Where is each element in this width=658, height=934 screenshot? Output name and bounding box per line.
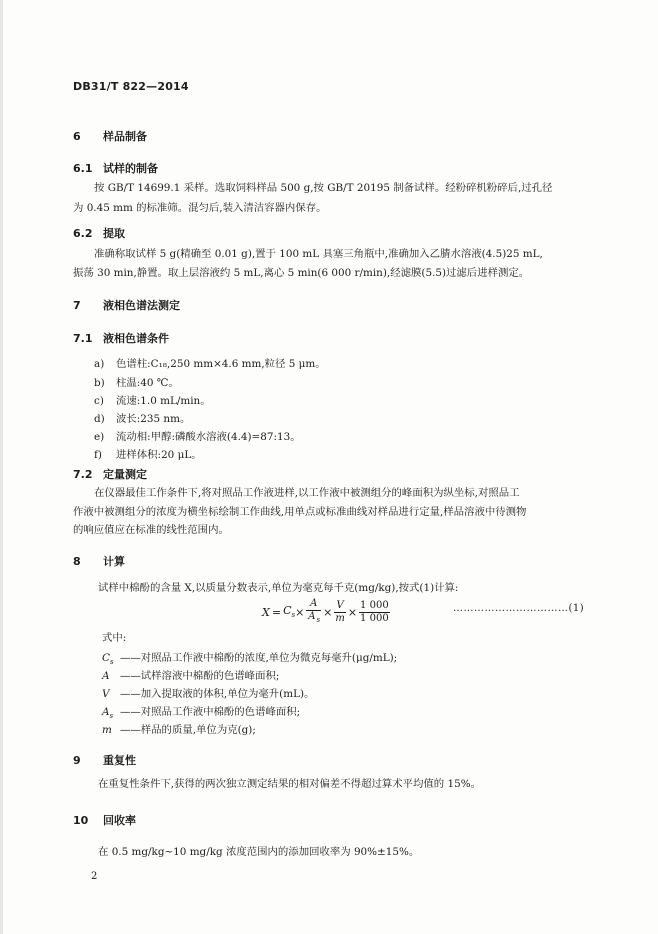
section-title: 提取: [103, 227, 125, 240]
page-number: 2: [91, 871, 98, 882]
fraction-1000-over-1000: $\frac{1 000}{1 000}$: [360, 599, 389, 624]
paragraph-line: 的响应值应在标准的线性范围内。: [73, 524, 229, 536]
paragraph-line: 在仪器最佳工作条件下,将对照品工作液进样,以工作液中被测组分的峰面积为纵坐标,对照品工: [94, 487, 520, 499]
section-number: 7: [73, 299, 81, 312]
paragraph-line: 在重复性条件下,获得的两次独立测定结果的相对偏差不得超过算术平均值的 15%。: [98, 778, 481, 790]
paragraph-line: 准确称取试样 5 g(精确至 0.01 g),置于 100 mL 具塞三角瓶中,准确加入乙腈水溶液(4.5)25 mL,: [94, 248, 543, 260]
times-sign: ×: [295, 605, 305, 619]
where-label: 式中:: [102, 632, 127, 644]
section-title: 重复性: [103, 754, 136, 767]
section-7-1-heading: [73, 330, 169, 346]
list-item: c) 流速:1.0 mL/min。: [94, 395, 211, 407]
paragraph-line: 在 0.5 mg/kg~10 mg/kg 浓度范围内的添加回收率为 90%±15%。: [98, 846, 420, 858]
variable-definition: V ——加入提取液的体积,单位为毫升(mL)。: [102, 688, 315, 700]
section-6-1-heading: [73, 160, 158, 176]
section-title: 试样的制备: [103, 162, 158, 175]
equals-sign: =: [271, 605, 282, 619]
fraction-a-over-as: $\frac{A}{A_s}$: [308, 598, 321, 624]
section-6-2-heading: [73, 225, 125, 241]
formula-1: [262, 592, 392, 632]
section-title: 液相色谱法测定: [103, 299, 180, 312]
section-number: 8: [73, 555, 81, 568]
paragraph-line: 振荡 30 min,静置。取上层溶液约 5 mL,离心 5 min(6 000 r/min),经滤膜(5.5)过滤后进样测定。: [73, 267, 530, 279]
list-item: a) 色谱柱:C₁₈,250 mm×4.6 mm,粒径 5 μm。: [94, 358, 326, 370]
standard-id: DB31/T 822—2014: [73, 80, 189, 93]
formula-cs: $C_s$: [283, 604, 296, 620]
list-item: b) 柱温:40 ℃。: [94, 377, 179, 389]
section-9-heading: [73, 752, 136, 768]
section-7-2-heading: [73, 466, 147, 482]
paragraph-line: 按 GB/T 14699.1 采样。选取饲料样品 500 g,按 GB/T 20195 制备试样。经粉碎机粉碎后,过孔径: [94, 182, 553, 194]
section-number: 6.1: [73, 162, 93, 175]
times-sign: ×: [323, 605, 333, 619]
paragraph-line: 为 0.45 mm 的标准筛。混匀后,装入清洁容器内保存。: [73, 202, 327, 214]
scan-edge: [0, 0, 3, 934]
list-item: e) 流动相:甲醇:磷酸水溶液(4.4)=87:13。: [94, 431, 301, 443]
variable-definition: A ——试样溶液中棉酚的色谱峰面积;: [102, 670, 280, 682]
variable-definition: $A_s$ ——对照品工作液中棉酚的色谱峰面积;: [102, 706, 301, 721]
section-number: 9: [73, 754, 81, 767]
section-number: 6.2: [73, 227, 93, 240]
section-title: 样品制备: [103, 130, 147, 143]
variable-definition: $C_s$ ——对照品工作液中棉酚的浓度,单位为微克每毫升(μg/mL);: [102, 652, 398, 667]
section-title: 液相色谱条件: [103, 332, 169, 345]
section-number: 7.2: [73, 468, 93, 481]
formula-number: ……………………………(1): [453, 603, 585, 614]
formula-lhs: X: [262, 605, 270, 619]
paragraph-line: 作液中被测组分的浓度为横坐标绘制工作曲线,用单点或标准曲线对样品进行定量,样品溶液中待测物: [73, 506, 527, 518]
section-10-heading: [73, 812, 136, 828]
section-number: 10: [73, 814, 89, 827]
section-number: 6: [73, 130, 81, 143]
fraction-v-over-m: $\frac{V}{m}$: [335, 599, 345, 624]
paragraph-line: 试样中棉酚的含量 X,以质量分数表示,单位为毫克每千克(mg/kg),按式(1)计算:: [98, 582, 459, 594]
section-title: 回收率: [103, 814, 136, 827]
section-7-heading: [73, 297, 180, 313]
list-item: f) 进样体积:20 μL。: [94, 449, 202, 461]
variable-definition: m ——样品的质量,单位为克(g);: [102, 724, 256, 736]
section-6-heading: [73, 128, 147, 144]
section-8-heading: [73, 553, 125, 569]
section-title: 定量测定: [103, 468, 147, 481]
times-sign: ×: [347, 605, 358, 619]
list-item: d) 波长:235 nm。: [94, 413, 191, 425]
section-number: 7.1: [73, 332, 93, 345]
section-title: 计算: [103, 555, 125, 568]
